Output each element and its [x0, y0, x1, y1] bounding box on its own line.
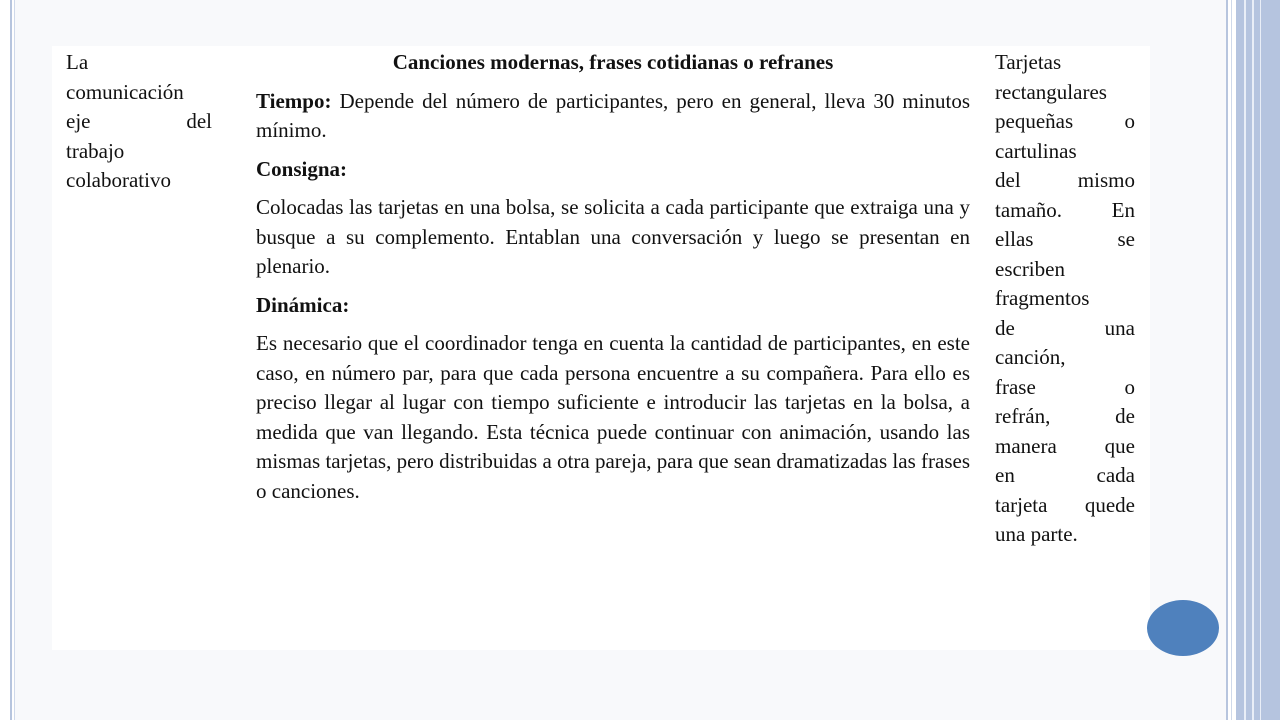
frame-left-inner-line: [14, 0, 15, 720]
table-column-materials: [995, 48, 1135, 550]
materials-line: manera que: [995, 433, 1135, 458]
materials-line: refrán, de: [995, 404, 1135, 428]
materials-line: cartulinas: [995, 138, 1077, 163]
band-stripe: [1244, 0, 1246, 720]
topic-line: comunicación: [66, 79, 184, 104]
consigna-text: Colocadas las tarjetas en una bolsa, se solicita a cada participante que extraiga una y busque a su complemento. Entablan una conversación y luego se presentan en plenario.: [256, 195, 970, 278]
topic-line: trabajo: [66, 138, 125, 163]
materials-line: canción,: [995, 345, 1066, 369]
topic-line: La: [66, 50, 89, 74]
materials-line: tamaño. En: [995, 197, 1135, 222]
slide-circle-marker: [1147, 600, 1219, 656]
document-table-image: [52, 46, 1150, 650]
tiempo-text: Depende del número de participantes, pero en general, lleva 30 minutos mínimo.: [256, 88, 971, 142]
band-stripe: [1260, 0, 1261, 720]
materials-line: escriben: [995, 256, 1065, 281]
materials-line: fragmentos: [995, 286, 1090, 310]
materials-line: pequeñas o: [995, 109, 1135, 133]
dinamica-heading: Dinámica:: [256, 292, 350, 317]
frame-left-line: [10, 0, 12, 720]
table-column-topic: [66, 48, 212, 196]
materials-line: en cada: [995, 463, 1135, 487]
materials-line: tarjeta quede: [995, 492, 1135, 517]
materials-line: de una: [995, 315, 1135, 340]
topic-line: eje del: [66, 109, 212, 133]
tiempo-paragraph: [256, 87, 970, 146]
technique-title: Canciones modernas, frases cotidianas o refranes: [392, 50, 834, 74]
materials-line: rectangulares: [995, 79, 1107, 104]
frame-right-inner-line: [1231, 0, 1232, 720]
consigna-heading: Consigna:: [256, 156, 348, 181]
table-column-technique: [256, 48, 970, 515]
frame-right-band: [1236, 0, 1280, 720]
materials-line: frase o: [995, 374, 1135, 399]
materials-line: ellas se: [995, 227, 1135, 251]
frame-right-line: [1226, 0, 1228, 720]
materials-line: Tarjetas: [995, 50, 1062, 74]
topic-line: colaborativo: [66, 168, 171, 192]
materials-line: una parte.: [995, 522, 1078, 546]
tiempo-label: Tiempo:: [256, 88, 332, 113]
materials-line: del mismo: [995, 168, 1135, 192]
band-stripe: [1252, 0, 1254, 720]
dinamica-text: Es necesario que el coordinador tenga en cuenta la cantidad de participantes, en este caso, en número par, para que cada persona encuentre a su compañera. Para ello es preciso llegar al lugar con tiempo suficiente e introducir las tarjetas en la bolsa, a medida que van llegando. Esta técnica puede continuar con animación, usando las mismas tarjetas, pero distribuidas a otra pareja, para que sean dramatizadas las frases o canciones.: [256, 331, 970, 503]
